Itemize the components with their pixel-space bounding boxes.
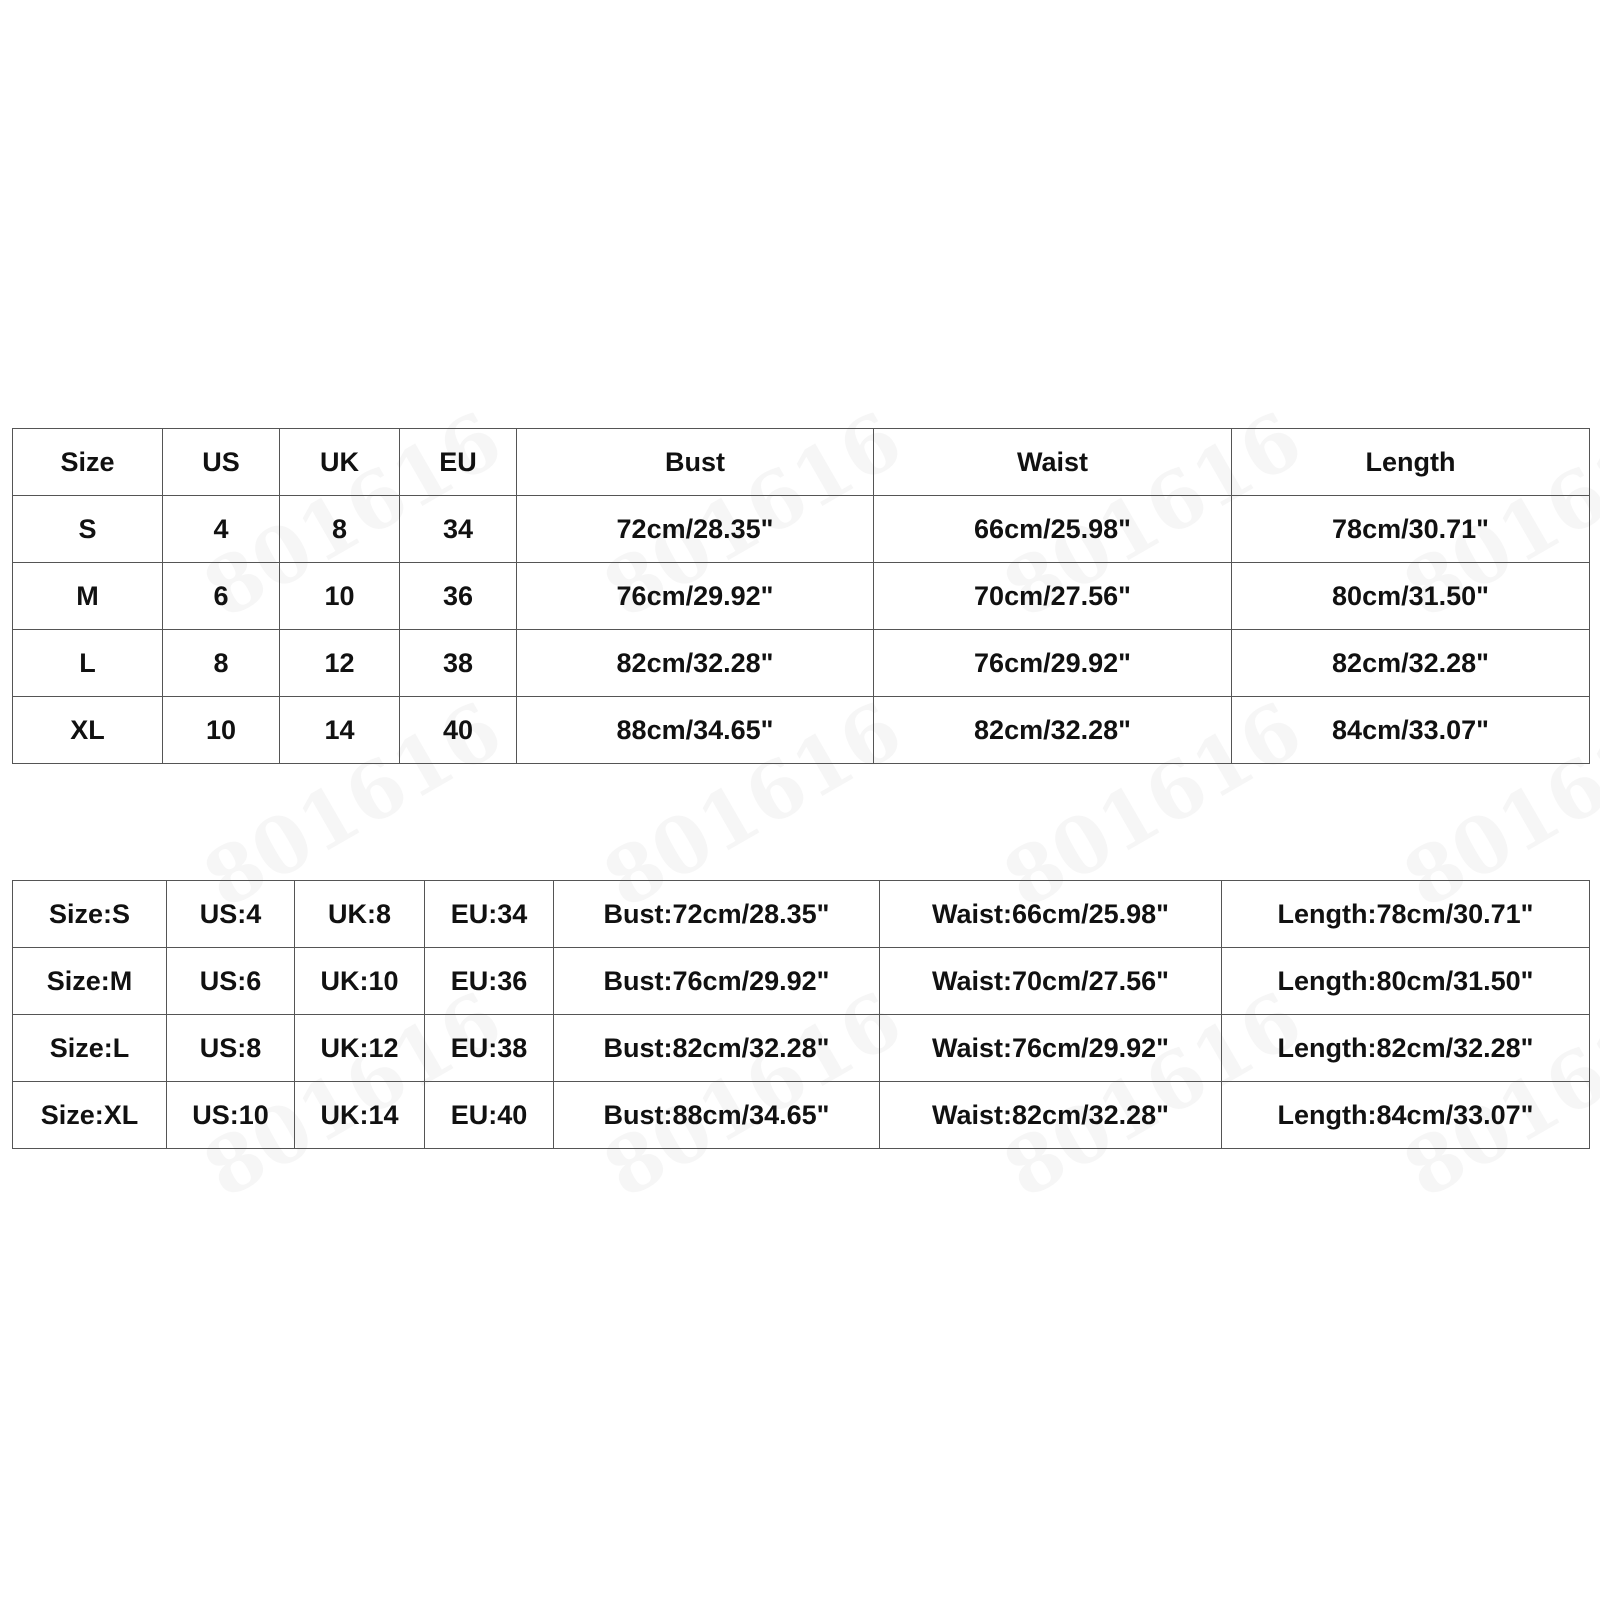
header-cell-bust: Bust xyxy=(517,429,874,496)
table-cell: US:4 xyxy=(167,881,295,948)
header-cell-uk: UK xyxy=(280,429,400,496)
table-cell: Bust:82cm/32.28" xyxy=(554,1015,880,1082)
table-cell: 70cm/27.56" xyxy=(874,563,1232,630)
table-cell: Waist:82cm/32.28" xyxy=(880,1082,1222,1149)
table-cell: Waist:70cm/27.56" xyxy=(880,948,1222,1015)
table-cell: Bust:76cm/29.92" xyxy=(554,948,880,1015)
table-cell: 12 xyxy=(280,630,400,697)
header-cell-eu: EU xyxy=(400,429,517,496)
table-cell: 80cm/31.50" xyxy=(1232,563,1590,630)
table-row xyxy=(13,563,1590,630)
size-chart-labeled-table xyxy=(12,880,1590,1149)
table-cell: Length:80cm/31.50" xyxy=(1222,948,1590,1015)
table-cell: Size:M xyxy=(13,948,167,1015)
size-chart-table xyxy=(12,428,1590,764)
table-cell: XL xyxy=(13,697,163,764)
table-row xyxy=(13,697,1590,764)
table-cell: M xyxy=(13,563,163,630)
header-cell-length: Length xyxy=(1232,429,1590,496)
table-cell: 82cm/32.28" xyxy=(517,630,874,697)
table-cell: 84cm/33.07" xyxy=(1232,697,1590,764)
table-cell: 10 xyxy=(163,697,280,764)
table-row xyxy=(13,496,1590,563)
table-cell: Bust:88cm/34.65" xyxy=(554,1082,880,1149)
table-cell: 14 xyxy=(280,697,400,764)
header-cell-waist: Waist xyxy=(874,429,1232,496)
table-row xyxy=(13,881,1590,948)
table-cell: 40 xyxy=(400,697,517,764)
table-cell: 8 xyxy=(280,496,400,563)
table-cell: 4 xyxy=(163,496,280,563)
table-cell: 88cm/34.65" xyxy=(517,697,874,764)
table-cell: L xyxy=(13,630,163,697)
table-cell: S xyxy=(13,496,163,563)
table-cell: Size:L xyxy=(13,1015,167,1082)
table-cell: US:10 xyxy=(167,1082,295,1149)
table-cell: 78cm/30.71" xyxy=(1232,496,1590,563)
table-cell: UK:14 xyxy=(295,1082,425,1149)
table-cell: Size:XL xyxy=(13,1082,167,1149)
table-cell: 76cm/29.92" xyxy=(517,563,874,630)
table-cell: EU:36 xyxy=(425,948,554,1015)
table-cell: Length:82cm/32.28" xyxy=(1222,1015,1590,1082)
table-cell: 76cm/29.92" xyxy=(874,630,1232,697)
table-cell: 10 xyxy=(280,563,400,630)
table-cell: UK:10 xyxy=(295,948,425,1015)
table-cell: EU:38 xyxy=(425,1015,554,1082)
table-cell: 66cm/25.98" xyxy=(874,496,1232,563)
table-cell: Waist:66cm/25.98" xyxy=(880,881,1222,948)
table-cell: Size:S xyxy=(13,881,167,948)
table-cell: UK:8 xyxy=(295,881,425,948)
table-cell: 82cm/32.28" xyxy=(874,697,1232,764)
table-cell: 82cm/32.28" xyxy=(1232,630,1590,697)
table-cell: Waist:76cm/29.92" xyxy=(880,1015,1222,1082)
table-cell: US:8 xyxy=(167,1015,295,1082)
table-cell: 34 xyxy=(400,496,517,563)
header-cell-size: Size xyxy=(13,429,163,496)
table-cell: US:6 xyxy=(167,948,295,1015)
table-header-row xyxy=(13,429,1590,496)
table-cell: 38 xyxy=(400,630,517,697)
table-row xyxy=(13,948,1590,1015)
table-cell: EU:34 xyxy=(425,881,554,948)
table-cell: EU:40 xyxy=(425,1082,554,1149)
table-cell: Length:78cm/30.71" xyxy=(1222,881,1590,948)
table-cell: 6 xyxy=(163,563,280,630)
table-row xyxy=(13,630,1590,697)
header-cell-us: US xyxy=(163,429,280,496)
table-cell: Length:84cm/33.07" xyxy=(1222,1082,1590,1149)
table-cell: 36 xyxy=(400,563,517,630)
table-row xyxy=(13,1015,1590,1082)
table-cell: 72cm/28.35" xyxy=(517,496,874,563)
table-cell: Bust:72cm/28.35" xyxy=(554,881,880,948)
table-row xyxy=(13,1082,1590,1149)
table-cell: UK:12 xyxy=(295,1015,425,1082)
table-cell: 8 xyxy=(163,630,280,697)
